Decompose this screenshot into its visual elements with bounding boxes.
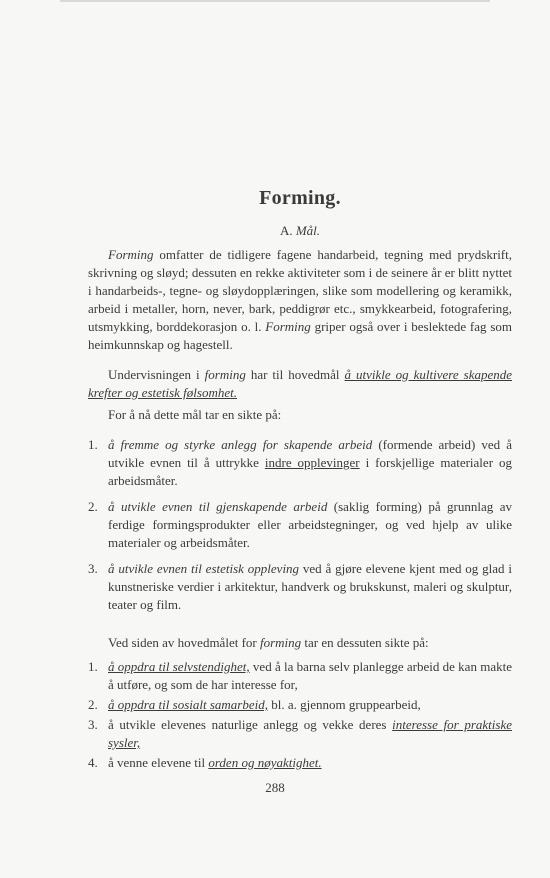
list-item: 4. å venne elevene til orden og nøyaktighet. bbox=[88, 755, 322, 770]
list-item: 1. å fremme og styrke anlegg for skapende arbeid (formende arbeid) ved å utvikle evnen til å uttrykke indre opplevinger i forskjellige materialer og arbeidsmåter. bbox=[88, 437, 512, 488]
intro-text-2: griper også over i beslektede fag som heimkunnskap og hagestell. bbox=[88, 319, 512, 352]
subtitle-prefix: A. bbox=[279, 223, 293, 238]
aims-list bbox=[88, 436, 512, 614]
paragraph-aim: For å nå dette mål tar en sikte på: bbox=[108, 407, 282, 422]
term-forming: Forming bbox=[108, 247, 154, 262]
secondary-aims-list bbox=[88, 658, 512, 772]
list-item: 3. å utvikle evnen til estetisk oppleving ved å gjøre elevene kjent med og glad i kunstneriske verdier i arkitektur, handverk og brukskunst, maleri og skulptur, teater og film. bbox=[88, 561, 512, 612]
goal-text-2: har til hovedmål bbox=[245, 367, 345, 382]
page-title: Forming. bbox=[259, 187, 341, 209]
page-number: 288 bbox=[265, 780, 285, 795]
page-body bbox=[88, 186, 512, 774]
section-subtitle bbox=[88, 222, 512, 240]
goal-underlined: å utvikle og kultivere skapende krefter og estetisk følsomhet. bbox=[88, 367, 513, 400]
subtitle-italic: Mål. bbox=[295, 223, 321, 238]
goal-term: forming bbox=[204, 367, 246, 382]
term-forming-2: Forming bbox=[265, 319, 311, 334]
top-edge-line bbox=[60, 0, 490, 2]
paragraph-secondary: Ved siden av hovedmålet for forming tar en dessuten sikte på: bbox=[108, 635, 429, 650]
list-item: 2. å oppdra til sosialt samarbeid, bl. a. gjennom gruppearbeid, bbox=[88, 697, 421, 712]
intro-text: omfatter de tidligere fagene handarbeid, tegning med prydskrift, skrivning og sløyd; dessuten en rekke aktiviteter som i de seinere år er blitt nyttet i handarbeids-, tegne- og sløydopplæringen, slike som modellering og keramikk, arbeid i metaller, horn, never, bark, peddigrør etc., smykkearbeid, fotografering, utsmykking, borddekorasjon o. l. bbox=[88, 247, 512, 334]
list-item: 1. å oppdra til selvstendighet, ved å la barna selv planlegge arbeid de kan makte å utføre, og som de har interesse for, bbox=[88, 659, 512, 692]
list-item: 2. å utvikle evnen til gjenskapende arbeid (saklig forming) på grunnlag av ferdige formingsprodukter eller arbeidstegninger, og ved hjelp av ulike materialer og arbeidsmåter. bbox=[88, 499, 513, 550]
paragraph-intro bbox=[88, 246, 512, 354]
goal-text-1: Undervisningen i bbox=[108, 367, 205, 382]
paragraph-goal bbox=[88, 366, 512, 402]
list-item: 3. å utvikle elevenes naturlige anlegg og vekke deres interesse for praktiske sysler, bbox=[88, 717, 512, 750]
